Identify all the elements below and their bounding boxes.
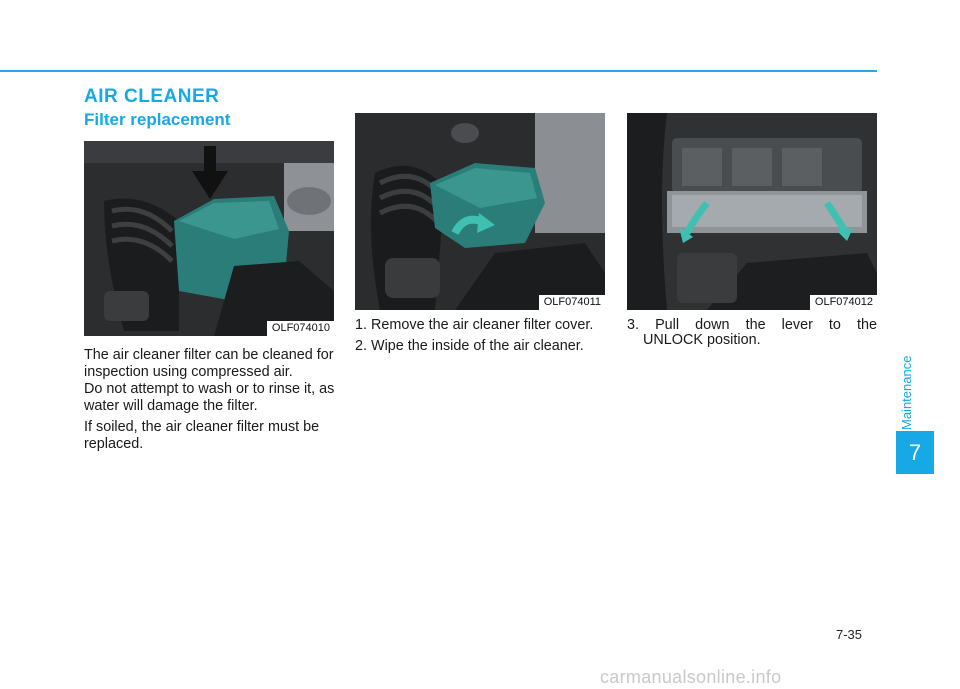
paragraph-no-wash: Do not attempt to wash or to rinse it, as water will damage the filter. xyxy=(84,381,335,414)
page-number: 7-35 xyxy=(836,627,863,642)
watermark: carmanualsonline.info xyxy=(600,667,782,687)
figure-code: OLF074010 xyxy=(267,321,334,336)
figure-code: OLF074012 xyxy=(810,295,877,310)
chapter-number-tab: 7 xyxy=(896,431,934,474)
paragraph-replace: If soiled, the air cleaner filter must be replaced. xyxy=(84,419,320,452)
section-title: AIR CLEANER xyxy=(84,86,220,107)
figure-engine-bay-1 xyxy=(84,141,334,336)
chapter-label-text: Maintenance xyxy=(899,355,914,430)
chapter-label xyxy=(897,330,917,430)
figure-code: OLF074011 xyxy=(539,295,605,310)
step-unlock-position: UNLOCK position. xyxy=(643,332,761,348)
engine-bay-photo-arrow-down-icon xyxy=(84,141,334,336)
paragraph-cleaning: The air cleaner filter can be cleaned for inspection using compressed air. xyxy=(84,347,334,380)
filter-housing-photo-lever-arrows-icon xyxy=(627,113,877,310)
sub-title: Filter replacement xyxy=(84,110,231,129)
figure-filter-housing xyxy=(627,113,877,310)
figure-engine-bay-2 xyxy=(355,113,605,310)
header-rule xyxy=(0,70,877,72)
step-wipe-inside: 2. Wipe the inside of the air cleaner. xyxy=(355,338,584,354)
step-remove-cover: 1. Remove the air cleaner filter cover. xyxy=(355,317,594,333)
engine-bay-photo-curved-arrow-icon xyxy=(355,113,605,310)
step-pull-lever: 3. Pull down the lever to the xyxy=(627,317,877,333)
